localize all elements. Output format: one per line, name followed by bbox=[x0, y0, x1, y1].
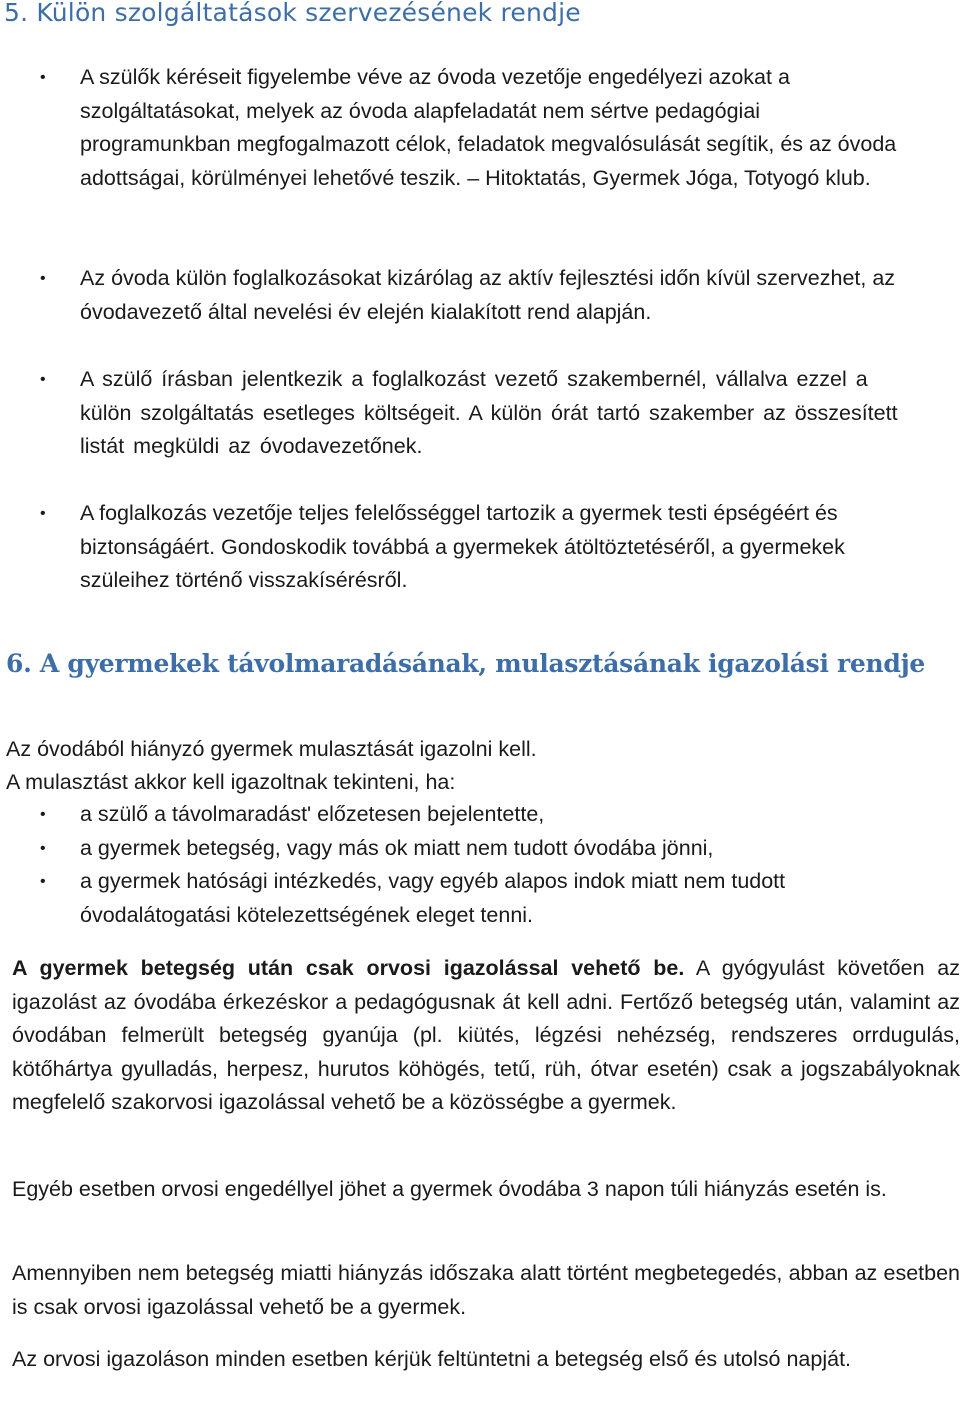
section-5-list bbox=[40, 262, 900, 329]
list-item bbox=[40, 832, 900, 866]
section-5-list bbox=[40, 61, 900, 195]
list-item-text: a szülő a távolmaradást' előzetesen bejelentette, bbox=[80, 802, 545, 826]
list-item-text: a gyermek betegség, vagy más ok miatt nem tudott óvodába jönni, bbox=[80, 835, 714, 860]
list-item bbox=[40, 865, 900, 932]
bullet-icon: • bbox=[40, 371, 46, 388]
list-item bbox=[40, 262, 900, 329]
list-item bbox=[40, 798, 900, 832]
bullet-icon: • bbox=[40, 69, 46, 86]
section-5-heading: 5. Külön szolgáltatások szervezésének rendje bbox=[4, 0, 581, 27]
bullet-icon: • bbox=[40, 839, 46, 857]
list-item-text: A foglalkozás vezetője teljes felelősséggel tartozik a gyermek testi épségéért és biztonságáért. Gondoskodik továbbá a gyermekek átöltöztetéséről, a gyermekek szüleihez történő visszakísérésről. bbox=[80, 501, 845, 592]
list-item-text: a gyermek hatósági intézkedés, vagy egyéb alapos indok miatt nem tudott óvodalátogatási kötelezettségének eleget tenni. bbox=[80, 869, 786, 927]
intro-text: Az óvodából hiányzó gyermek mulasztását igazolni kell. bbox=[6, 737, 537, 761]
section-5-list bbox=[40, 497, 900, 598]
list-item bbox=[40, 61, 900, 195]
bullet-icon: • bbox=[40, 270, 46, 287]
paragraph-certificate-dates: Az orvosi igazoláson minden esetben kérjük feltüntetni a betegség első és utolsó napját. bbox=[12, 1347, 852, 1371]
paragraph-sick-return bbox=[12, 952, 960, 1120]
list-item bbox=[40, 497, 900, 598]
list-item bbox=[40, 363, 900, 464]
list-item-text: Az óvoda külön foglalkozásokat kizárólag az aktív fejlesztési időn kívül szervezhet, az óvodavezető által nevelési év elején kialakított rend alapján. bbox=[80, 266, 896, 324]
conditions-list bbox=[40, 798, 900, 932]
bullet-icon: • bbox=[40, 806, 46, 823]
paragraph-text: A gyógyulást követően az igazolást az óvodába érkezéskor a pedagógusnak át kell adni. Fertőző betegség után, valamint az óvodában felmerült betegség gyanúja (pl. kiütés, légzési nehézség, rendszeres orrdugulás, kötőhártya gyulladás, herpesz, hurutos köhögés, tetű, rüh, ótvar esetén) csak a jogszabályoknak megfelelő szakorvosi igazolással vehető be a közösségbe a gyermek. bbox=[12, 956, 960, 1115]
list-item-text: A szülők kéréseit figyelembe véve az óvoda vezetője engedélyezi azokat a szolgáltatásokat, melyek az óvoda alapfeladatát nem sértve pedagógiai programunkban megfogalmazott célok, feladatok megvalósulását segítik, és az óvoda adottságai, körülményei lehetővé teszik. – Hitoktatás, Gyermek Jóga, Totyogó klub. bbox=[80, 65, 897, 190]
paragraph-bold-text: A gyermek betegség után csak orvosi igazolással vehető be. bbox=[12, 956, 685, 980]
intro-text: A mulasztást akkor kell igazoltnak tekinteni, ha: bbox=[6, 770, 456, 794]
paragraph-other-cases: Egyéb esetben orvosi engedéllyel jöhet a gyermek óvodába 3 napon túli hiányzás esetén is. bbox=[12, 1177, 887, 1201]
section-6-heading: 6. A gyermekek távolmaradásának, mulasztásának igazolási rendje bbox=[6, 649, 925, 678]
bullet-icon: • bbox=[40, 505, 46, 522]
section-5-list bbox=[40, 363, 900, 464]
paragraph-non-illness: Amennyiben nem betegség miatti hiányzás időszaka alatt történt megbetegedés, abban az esetben is csak orvosi igazolással vehető be a gyermek. bbox=[12, 1261, 960, 1319]
list-item-text: A szülő írásban jelentkezik a foglalkozást vezető szakembernél, vállalva ezzel a külön szolgáltatás esetleges költségeit. A külön órát tartó szakember az összesített listát megküldi az óvodavezetőnek. bbox=[80, 367, 898, 458]
bullet-icon: • bbox=[40, 873, 46, 890]
